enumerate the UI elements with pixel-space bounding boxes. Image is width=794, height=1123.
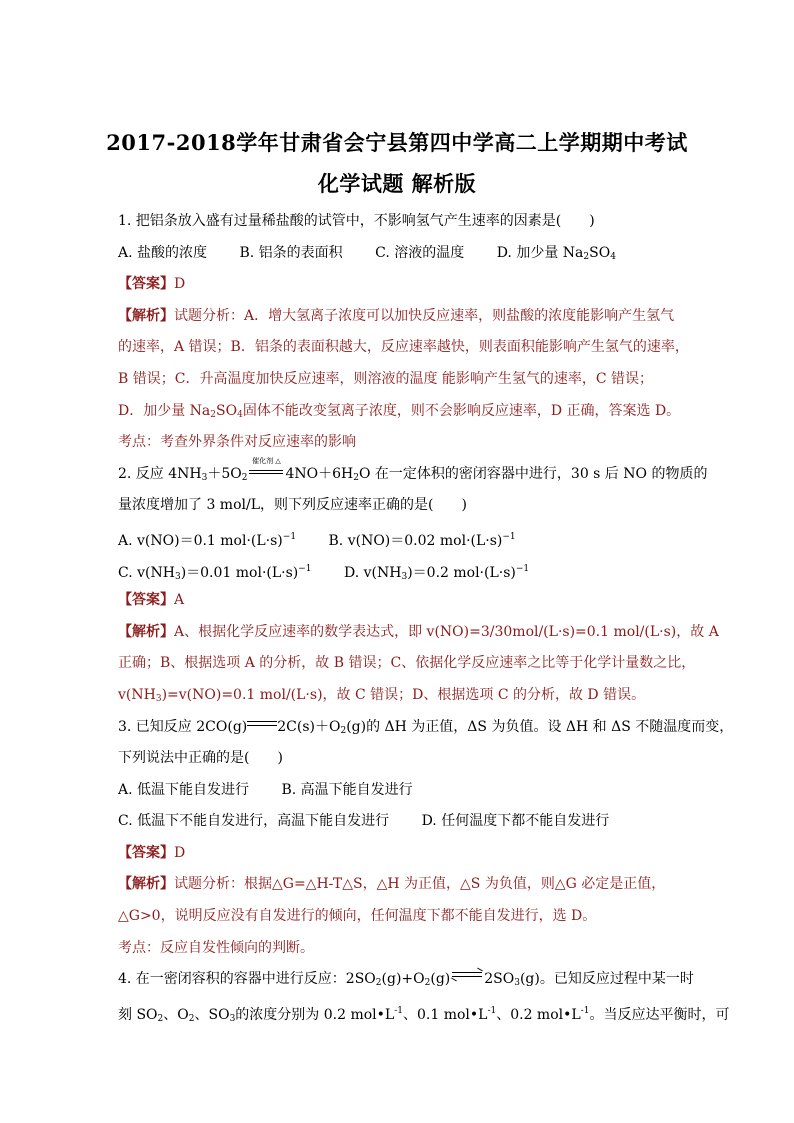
- q2-answer: 【答案】A: [118, 592, 185, 609]
- q3-option-b: B. 高温下能自发进行: [281, 781, 413, 798]
- q4-stem-line2: 刻 $SO_2$、$O_2$、$SO_3$的浓度分别为 0.2 $mol•L^{-1}$、0.1 $mol•L^{-1}$、0.2 $mol•L^{-1}$。当反应达平衡时，可: [118, 1005, 730, 1024]
- doc-title-line2: 化学试题 解析版: [317, 171, 477, 196]
- q2-option-c: C. $v(NH_3)=0.01$ $mol\cdot(L\cdot s)^{-1}$: [118, 563, 312, 582]
- q2-option-b: B. v(NO)＝0.02 $mol\cdot(L\cdot s)^{-1}$: [328, 531, 516, 549]
- q3-answer: 【答案】D: [118, 844, 186, 861]
- q3-option-a: A. 低温下能自发进行: [118, 781, 250, 798]
- q1-analysis-line1: 【解析】试题分析：A．增大氢离子浓度可以加快反应速率，则盐酸的浓度能影响产生氢气: [118, 307, 675, 324]
- q1-analysis-line2: 的速率，A 错误；B．铝条的表面积越大，反应速率越快，则表面积能影响产生氢气的速率，: [118, 339, 689, 356]
- q1-stem: 1. 把铝条放入盛有过量稀盐酸的试管中，不影响氢气产生速率的因素是( ): [118, 213, 595, 229]
- document-body: [118, 206, 734, 1027]
- q1-option-d: D. 加少量 $Na_2SO_4$: [496, 244, 616, 262]
- q2-analysis-line2: 正确；B、根据选项 A 的分析，故 B 错误；C、依据化学反应速率之比等于化学计量数之比，: [118, 655, 696, 672]
- q3-stem-line1: 3. 已知反应 2CO(g) $2C(s)+O_2(g)$的 ΔH 为正值，ΔS 为负值。设 ΔH 和 ΔS 不随温度而变，: [118, 718, 734, 736]
- q3-options-ab: [118, 775, 678, 807]
- q1-option-b: B. 铝条的表面积: [239, 244, 343, 261]
- q3-stem-line2: 下列说法中正确的是( ): [118, 750, 283, 767]
- q1-options: [118, 238, 678, 270]
- q2-option-a: A. v(NO)＝0.1 $mol\cdot(L\cdot s)^{-1}$: [118, 531, 297, 549]
- reversible-arrow-icon: [450, 970, 484, 980]
- q3-options-cd: [118, 806, 678, 838]
- q3-option-d: D. 任何温度下都不能自发进行: [421, 813, 610, 830]
- q1-option-a: A. 盐酸的浓度: [118, 244, 208, 261]
- q2-options-ab: [118, 522, 678, 554]
- q1-option-c: C. 溶液的温度: [375, 244, 465, 261]
- q1-answer: 【答案】D: [118, 276, 186, 293]
- q1-kaodian: 考点：考查外界条件对反应速率的影响: [118, 434, 356, 451]
- q2-stem-line2: 量浓度增加了 3 mol/L，则下列反应速率正确的是( ): [118, 497, 467, 514]
- q4-stem-line1: 4. 在一密闭容积的容器中进行反应：$2SO_2(g)+O_2(g)$ $2SO_3(g)$。已知反应过程中某一时: [118, 964, 678, 996]
- q3-option-c: C. 低温下不能自发进行，高温下能自发进行: [118, 813, 390, 830]
- catalyst-arrow-icon: 催化剂 △: [247, 466, 285, 476]
- q2-analysis-line1: 【解析】A、根据化学反应速率的数学表达式，即 v(NO)=3/30mol/(L·s)=0.1 mol/(L·s)，故 A: [118, 623, 719, 640]
- q2-options-cd: [118, 554, 678, 586]
- q2-stem-line1: 2. 反应 $4NH_3+5O_2$ 催化剂 △ $4NO+6H_2O$ 在一定体积的密闭容器中进行，30 s 后 NO 的物质的: [118, 456, 708, 483]
- q2-analysis-line3: $v(NH_3)=v(NO)=0.1$ mol/(L·s)，故 C 错误；D、根据选项 C 的分析，故 D 错误。: [118, 686, 646, 704]
- q2-option-d: D. $v(NH_3)=0.2$ $mol\cdot(L\cdot s)^{-1}$: [344, 563, 530, 582]
- q3-kaodian: 考点：反应自发性倾向的判断。: [118, 939, 314, 956]
- equals-arrow-icon: [247, 720, 277, 728]
- q3-analysis-line1: 【解析】试题分析：根据△G=△H-T△S，△H 为正值，△S 为负值，则△G 必定是正值，: [118, 876, 666, 893]
- doc-title-line1: 2017-2018学年甘肃省会宁县第四中学高二上学期期中考试: [106, 130, 688, 155]
- q3-analysis-line2: △G>0，说明反应没有自发进行的倾向，任何温度下都不能自发进行，选 D。: [118, 908, 597, 925]
- q1-analysis-line3: B 错误；C．升高温度加快反应速率，则溶液的温度 能影响产生氢气的速率，C 错误；: [118, 370, 654, 387]
- q1-analysis-line4: D．加少量 $Na_2SO_4$固体不能改变氢离子浓度，则不会影响反应速率，D 正确，答案选 D。: [118, 402, 681, 420]
